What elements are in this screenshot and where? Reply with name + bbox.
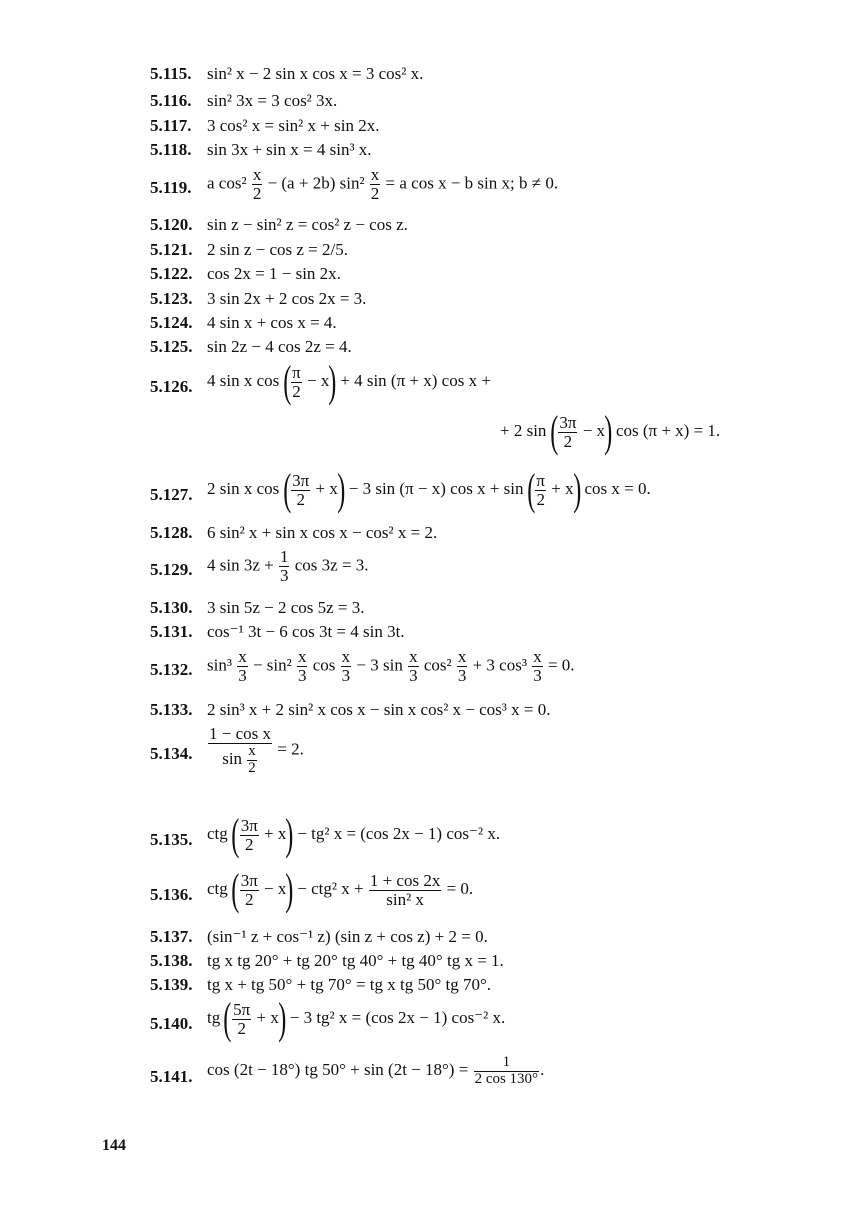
- problem-number: 5.122.: [150, 264, 193, 283]
- problem-number: 5.123.: [150, 289, 193, 308]
- problem-number: 5.132.: [150, 660, 193, 679]
- problem-number: 5.115.: [150, 64, 192, 83]
- equation: 4 sin x cos ( $\frac{\pi}{2}$ − x) + 4 sin (π + x) cos x +: [207, 357, 491, 406]
- problem-number: 5.118.: [150, 140, 192, 159]
- fraction: 1 − cos x sin $\frac{x}{2}$: [209, 724, 271, 776]
- problem-number: 5.135.: [150, 830, 193, 849]
- problem-number: 5.124.: [150, 313, 193, 332]
- equation: cos (2t − 18°) tg 50° + sin (2t − 18°) = $\frac{1}{2 \cos 130^\circ}$ .: [207, 1054, 545, 1087]
- equation: sin 3x + sin x = 4 sin³ x.: [207, 140, 372, 159]
- equation: 2 sin³ x + 2 sin² x cos x − sin x cos² x − cos³ x = 0.: [207, 700, 551, 719]
- equation: a cos² $\frac{x}{2}$ − (a + 2b) sin² $\frac{x}{2}$ = a cos x − b sin x; b ≠ 0.: [207, 165, 559, 203]
- problem-number: 5.141.: [150, 1067, 193, 1086]
- equation: 1 − cos x sin $\frac{x}{2}$ = 2.: [209, 724, 304, 776]
- problem-number: 5.116.: [150, 91, 192, 110]
- problem-number: 5.130.: [150, 598, 193, 617]
- equation: 3 sin 5z − 2 cos 5z = 3.: [207, 598, 365, 617]
- equation: 6 sin² x + sin x cos x − cos² x = 2.: [207, 523, 438, 542]
- problem-number: 5.139.: [150, 975, 193, 994]
- equation: 2 sin x cos ( $\frac{3\pi}{2}$ + x) − 3 sin (π − x) cos x + sin ( $\frac{\pi}{2}$ + x) cos x = 0.: [207, 465, 651, 514]
- problem-number: 5.136.: [150, 885, 193, 904]
- problem-number: 5.127.: [150, 485, 193, 504]
- problem-number: 5.129.: [150, 560, 193, 579]
- problem-number: 5.121.: [150, 240, 193, 259]
- equation: ctg ( $\frac{3\pi}{2}$ + x) − tg² x = (cos 2x − 1) cos⁻² x.: [207, 810, 501, 859]
- problem-number: 5.117.: [150, 116, 192, 135]
- fraction: $\frac{3\pi}{2}$: [559, 412, 577, 451]
- problem-number: 5.128.: [150, 523, 193, 542]
- equation: sin z − sin² z = cos² z − cos z.: [207, 215, 408, 234]
- problem-number: 5.134.: [150, 744, 193, 763]
- problem-number: 5.140.: [150, 1014, 193, 1033]
- problem-number: 5.133.: [150, 700, 193, 719]
- equation: cos⁻¹ 3t − 6 cos 3t = 4 sin 3t.: [207, 622, 405, 641]
- fraction: $\frac{\pi}{2}$: [536, 470, 546, 509]
- fraction: $\frac{3\pi}{2}$: [292, 470, 310, 509]
- equation: tg x tg 20° + tg 20° tg 40° + tg 40° tg x = 1.: [207, 951, 504, 970]
- problem-number: 5.126.: [150, 377, 193, 396]
- equation: 4 sin x + cos x = 4.: [207, 313, 337, 332]
- fraction: $\frac{\pi}{2}$: [292, 362, 301, 401]
- equation: cos 2x = 1 − sin 2x.: [207, 264, 341, 283]
- problem-number: 5.131.: [150, 622, 193, 641]
- fraction: $\frac{x}{2}$: [370, 165, 380, 203]
- equation: sin 2z − 4 cos 2z = 4.: [207, 337, 352, 356]
- page-number: 144: [102, 1137, 126, 1154]
- fraction: $\frac{1}{3}$: [279, 547, 289, 585]
- equation: 4 sin 3z + $\frac{1}{3}$ cos 3z = 3.: [207, 547, 369, 585]
- equation: sin³ $\frac{x}{3}$ − sin² $\frac{x}{3}$ cos $\frac{x}{3}$ − 3 sin $\frac{x}{3}$ cos² $\frac{x}{3}$ + 3 cos³ $\frac{x}{3}$ = 0.: [207, 647, 575, 685]
- equation-continuation: + 2 sin ( $\frac{3\pi}{2}$ − x) cos (π + x) = 1.: [500, 407, 721, 456]
- fraction: $\frac{x}{2}$: [252, 165, 262, 203]
- equation: ctg ( $\frac{3\pi}{2}$ − x) − ctg² x + $\frac{1 + \cos 2x}{\text{sin² x}}$ = 0.: [207, 865, 474, 914]
- problem-number: 5.120.: [150, 215, 193, 234]
- problem-number: 5.137.: [150, 927, 193, 946]
- equation: sin² x − 2 sin x cos x = 3 cos² x.: [207, 64, 424, 83]
- equation: sin² 3x = 3 cos² 3x.: [207, 91, 338, 110]
- equation: 2 sin z − cos z = 2/5.: [207, 240, 348, 259]
- equation: (sin⁻¹ z + cos⁻¹ z) (sin z + cos z) + 2 = 0.: [207, 927, 488, 946]
- equation: tg x + tg 50° + tg 70° = tg x tg 50° tg 70°.: [207, 975, 492, 994]
- equation: 3 cos² x = sin² x + sin 2x.: [207, 116, 380, 135]
- equation: tg ( $\frac{5\pi}{2}$ + x) − 3 tg² x = (cos 2x − 1) cos⁻² x.: [207, 994, 506, 1043]
- equation: 3 sin 2x + 2 cos 2x = 3.: [207, 289, 367, 308]
- problem-number: 5.125.: [150, 337, 193, 356]
- problem-number: 5.119.: [150, 178, 192, 197]
- problem-number: 5.138.: [150, 951, 193, 970]
